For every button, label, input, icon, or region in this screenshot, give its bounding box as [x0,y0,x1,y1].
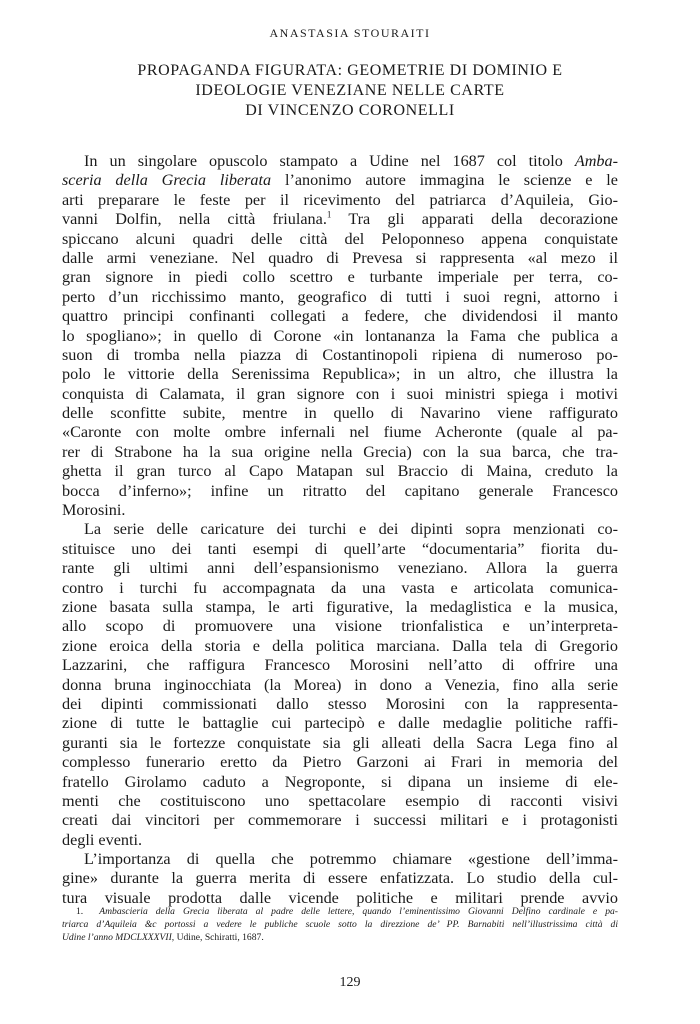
body-text [62,152,618,908]
text-line: La serie delle caricature dei turchi e dei dipinti sopra menzionati co- [84,520,618,539]
text-line: spiccano alcuni quadri delle città del Peloponneso appena conquistate [62,229,618,248]
footnote [62,905,618,944]
text-line: vanni Dolfin, nella città friulana.$^1$ Tra gli apparati della decorazione [62,209,618,229]
text-line: bocca d’inferno»; infine un ritratto del capitano generale Francesco [62,481,618,500]
text-line: creati dai vincitori per commemorare i successi militari e i protagonisti [62,811,618,830]
italic-title: sceria della Grecia liberata [62,171,272,190]
text-line: zione di tutte le battaglie cui partecipò e dalle medaglie politiche raffi- [62,714,618,733]
text-line: rante gli ultimi anni dell’espansionismo veneziano. Allora la guerra [62,559,618,578]
article-title [60,61,640,121]
footnote-line: triarca d’Aquileia &c portossi a vedere le publiche scuole sotto la direzzione de’ PP. Barnabiti nell’illustrissima città di [62,919,618,930]
text-line: quattro principi confinanti collegati a federe, che dividendosi il manto [62,307,618,326]
text-line: lo spogliano»; in quello di Corone «in lontananza la Fama che publica a [62,326,618,345]
text-line: L’importanza di quella che potremmo chiamare «gestione dell’imma- [84,850,618,869]
page-number: 129 [339,975,361,990]
footnote-ref: 1 [326,209,332,220]
text-line: conquista di Calamata, il gran signore con i suoi ministri spiega i motivi [62,384,618,403]
text-line: In un singolare opuscolo stampato a Udine nel 1687 col titolo Amba- [84,152,618,170]
text-line: menti che costituiscono uno spettacolare esempio di racconti visivi [62,791,618,810]
text-line: polo le vittorie della Serenissima Republica»; in un altro, che illustra la [62,365,618,384]
text-line: perto d’un ricchissimo manto, geografico di tutti i suoi regni, attorno i [62,287,618,306]
title-line: PROPAGANDA FIGURATA: GEOMETRIE DI DOMINIO E [137,62,563,79]
text-line: rer di Strabone ha la sua origine nella Grecia) con la sua barca, che tra- [62,442,618,461]
footnote-line: 1. Ambascieria della Grecia liberata al padre delle lettere, quando l’eminentissimo Giovanni Delfino cardinale e pa- [76,906,619,917]
text-line: arti preparare le feste per il ricevimento del patriarca d’Aquileia, Gio- [62,190,618,209]
text-line: Morosini. [62,501,126,520]
text-line: dalle armi veneziane. Nel quadro di Prevesa si rappresenta «al mezo il [62,248,618,267]
text-line: zione eroica della storia e della politica marciana. Dalla tela di Gregorio [62,636,618,655]
text-line: sceria della Grecia liberata l’anonimo autore immagina le scienze e le [62,171,618,190]
footnote-number: 1. [76,906,84,917]
text-line: dei dipinti commissionati dallo stesso Morosini con la rappresenta- [62,694,618,713]
text-line: complesso funerario eretto da Pietro Garzoni ai Frari in memoria del [62,753,618,772]
text-line: ghetta il gran turco al Capo Matapan sul Braccio di Maina, creduto la [62,462,618,481]
text-line: delle sconfitte subite, mentre in quello di Navarino viene raffigurato [62,404,618,423]
italic-title: Amba- [574,152,618,170]
text-line: gine» durante la guerra merita di essere enfatizzata. Lo studio della cul- [62,869,618,888]
text-line: tura visuale prodotta dalle vicende politiche e militari prende avvio [62,888,618,907]
title-line: DI VINCENZO CORONELLI [245,102,455,119]
title-line: IDEOLOGIE VENEZIANE NELLE CARTE [195,82,505,99]
text-line: «Caronte con molte ombre infernali nel fiume Acheronte (quale al pa- [62,423,618,442]
text-line: contro i turchi fu accompagnata da una vasta e articolata comunica- [62,578,618,597]
running-head: ANASTASIA STOURAITI [269,26,431,40]
text-line: fratello Girolamo caduto a Negroponte, si dipana un insieme di ele- [62,772,618,791]
text-line: Lazzarini, che raffigura Francesco Morosini nell’atto di offrire una [62,656,618,675]
text-line: gran signore in piedi collo scettro e turbante imperiale per terra, co- [62,268,618,287]
text-line: allo scopo di promuovere una visione trionfalistica e un’interpreta- [62,617,618,636]
text-line: suon di tromba nella piazza di Costantinopoli ripiena di numeroso po- [62,345,618,364]
text-line: guranti sia le fortezze conquistate sia gli alleati della Sacra Lega fino al [62,733,618,752]
text-line: zione basata sulla stampa, le arti figurative, la medaglistica e la musica, [62,597,618,616]
footnote-line: Udine l’anno MDCLXXXVII, Udine, Schiratti, 1687. [62,932,264,943]
text-line: degli eventi. [62,830,143,849]
text-line: donna bruna inginocchiata (la Morea) in dono a Venezia, fino alla serie [62,675,618,694]
text-line: stituisce uno dei tanti esempi di quell’arte “documentaria” fiorita du- [62,539,618,558]
